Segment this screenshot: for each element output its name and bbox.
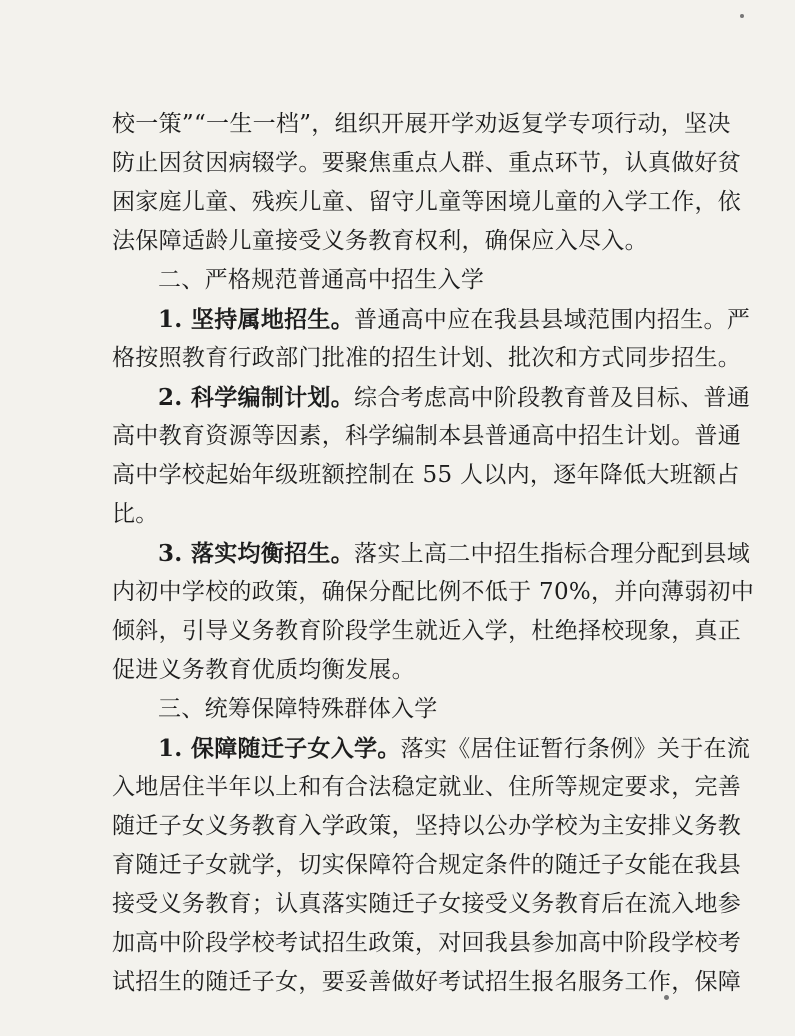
paragraph-text: 落实《居住证暂行条例》关于在流 [400,736,751,762]
paragraph-text: 落实上高二中招生指标合理分配到县域 [354,541,751,567]
paragraph-line [112,534,751,573]
paragraph-line: 入地居住半年以上和有合法稳定就业、住所等规定要求，完善 [112,774,742,800]
paragraph-line [112,729,751,768]
paragraph-line: 试招生的随迁子女，要妥善做好考试招生报名服务工作，保障 [112,969,742,995]
item-title: 2. 科学编制计划。 [158,384,355,411]
paragraph-text: 普通高中应在我县县域范围内招生。严 [354,307,751,333]
paragraph-line [112,300,751,339]
paragraph-line: 随迁子女义务教育入学政策，坚持以公办学校为主安排义务教 [112,813,742,839]
paragraph-line: 倾斜，引导义务教育阶段学生就近入学，杜绝择校现象，真正 [112,618,742,644]
paragraph-line: 比。 [112,501,159,527]
paragraph-line: 加高中阶段学校考试招生政策，对回我县参加高中阶段学校考 [112,930,742,956]
paragraph-line: 内初中学校的政策，确保分配比例不低于 70%，并向薄弱初中 [112,579,755,605]
paragraph-line: 接受义务教育；认真落实随迁子女接受义务教育后在流入地参 [112,891,742,917]
paragraph-line: 困家庭儿童、残疾儿童、留守儿童等困境儿童的入学工作，依 [112,189,742,215]
paragraph-line: 促进义务教育优质均衡发展。 [112,657,415,683]
scan-dot [740,14,744,18]
paragraph-line: 校一策”“一生一档”，组织开展开学劝返复学专项行动，坚决 [112,111,731,137]
paragraph-line: 育随迁子女就学，切实保障符合规定条件的随迁子女能在我县 [112,852,742,878]
section-heading: 三、统筹保障特殊群体入学 [158,696,438,722]
item-title: 3. 落实均衡招生。 [158,540,355,567]
section-heading: 二、严格规范普通高中招生入学 [158,267,485,293]
paragraph-line: 高中教育资源等因素，科学编制本县普通高中招生计划。普通 [112,423,742,449]
document-body [112,105,755,1002]
item-title: 1. 坚持属地招生。 [158,306,355,333]
paragraph-text: 综合考虑高中阶段教育普及目标、普通 [354,385,751,411]
paragraph-line: 法保障适龄儿童接受义务教育权利，确保应入尽入。 [112,228,648,254]
paragraph-line: 防止因贫因病辍学。要聚焦重点人群、重点环节，认真做好贫 [112,150,742,176]
item-title: 1. 保障随迁子女入学。 [158,735,401,762]
paragraph-line: 格按照教育行政部门批准的招生计划、批次和方式同步招生。 [112,345,742,371]
paragraph-line [112,378,751,417]
paragraph-line: 高中学校起始年级班额控制在 55 人以内，逐年降低大班额占 [112,462,740,488]
